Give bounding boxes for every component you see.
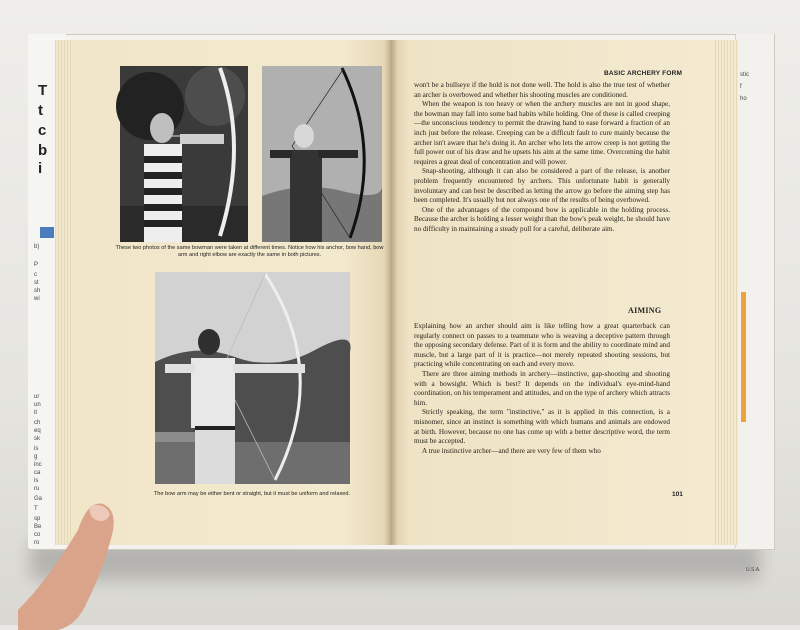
paragraph: won't be a bullseye if the hold is not done well. The hold is also the true test of whether an archer is overbowed and whether his shooting muscles are conditioned.: [414, 81, 670, 99]
jacket-left-line: T: [34, 506, 38, 512]
jacket-left-line: g: [34, 454, 38, 460]
jacket-title-fragment: c: [38, 122, 47, 139]
paragraph: One of the advantages of the compound bow is applicable in the holding process. Because the archer is holding a lesser weight than the bow's peak weight, he should have no difficulty in maintaining a steady pull for a careful, deliberate aim.: [414, 205, 670, 233]
paragraph: There are three aiming methods in archery—instinctive, gap-shooting and shooting with a bowsight. Which is best? It depends on the individual's eye-mind-hand coordination, on his temperament and attitudes, and on the type of archery which attracts him.: [414, 369, 670, 407]
photo-bowman-dark-shirt-image: [262, 66, 382, 242]
jacket-title-fragment: i: [38, 160, 43, 177]
jacket-left-line: ru: [34, 486, 40, 492]
jacket-left-line: ca: [34, 470, 41, 476]
page-stack-right: [712, 40, 738, 545]
jacket-left-line: st: [34, 280, 39, 286]
jacket-left-line: inc: [34, 462, 42, 468]
jacket-left-line: it: [34, 410, 37, 416]
jacket-left-line: un: [34, 402, 41, 408]
jacket-left-line: Be: [34, 524, 42, 530]
photo-archer-white-shirt-image: [155, 272, 350, 484]
jacket-left-line: is: [34, 478, 39, 484]
paragraph: Explaining how an archer should aim is like telling how a great quarterback can regularly connect on passes to a teammate who is weaving a deceptive pattern through the opposing secondary defense. Part of it is form and the ability to coordinate mind and muscle, but a large part of it is practice—not merely repeated shooting sessions, but practicing while concentrating on each and every move.: [414, 322, 670, 369]
photo-bowman-dark-shirt: [262, 66, 382, 242]
jacket-right-line: ho: [740, 96, 747, 102]
paragraph: A true instinctive archer—and there are very few of them who: [422, 446, 601, 455]
jacket-left-line: sp: [34, 516, 41, 522]
jacket-blue-mark: [40, 227, 54, 238]
jacket-left-line: b): [34, 244, 40, 250]
book-gutter: [384, 40, 398, 545]
page-number: 101: [672, 491, 683, 498]
jacket-right-line: stic: [740, 72, 749, 78]
jacket-left-line: ur: [34, 394, 40, 400]
jacket-left-line: c: [34, 272, 37, 278]
section-heading-aiming: AIMING: [628, 306, 662, 315]
jacket-title-fragment: t: [38, 102, 43, 119]
caption-top-photos: These two photos of the same bowman were taken at different times. Notice how his anchor, bow hand, bow arm and right elbow are exactly the same in both pictures.: [115, 245, 384, 258]
photo-archer-white-shirt: [155, 272, 350, 484]
jacket-title-fragment: b: [38, 142, 48, 159]
jacket-title-fragment: T: [38, 82, 48, 99]
running-head: BASIC ARCHERY FORM: [604, 70, 683, 77]
paragraph: When the weapon is too heavy or when the archery muscles are not in good shape, the bowman may fall into some bad habits while holding. One of these is called creeping—the unconscious tendency to permit the drawing hand to ease forward a fraction of an inch just before the release. Creeping can be a difficult fault to cure mainly because the archer isn't aware that he's doing it. An archer who lets the arrow creep is not getting the full power out of his draw and he upsets his aim at the same time. Overcoming the habit requires a great deal of concentration and will power.: [414, 100, 670, 166]
jacket-left-line: Ga: [34, 496, 43, 502]
orange-bookmark-tab: [741, 292, 746, 422]
jacket-left-line: sk: [34, 436, 40, 442]
hand-thumb: [18, 490, 118, 630]
body-text-top: [414, 81, 670, 235]
jacket-right-footer: U.S.A.: [746, 567, 761, 573]
photo-bowman-striped-shirt-image: [120, 66, 248, 242]
photo-bowman-striped-shirt: [120, 66, 248, 242]
jacket-right-line: f: [740, 84, 742, 90]
jacket-right-flap: [735, 34, 774, 573]
body-text-aiming: [414, 322, 670, 456]
jacket-left-line: eq: [34, 428, 41, 434]
jacket-left-line: wi: [34, 296, 40, 302]
jacket-left-line: sh: [34, 288, 41, 294]
caption-bottom-photo: The bow arm may be either bent or straight, but it must be uniform and relaxed.: [153, 491, 351, 497]
jacket-left-line: ro: [34, 540, 40, 546]
jacket-left-line: co: [34, 532, 41, 538]
paragraph: Snap-shooting, although it can also be considered a part of the release, is another problem frequently encountered by archers. This unfortunate habit is generally involuntary and can best be described as letting the arrow go before the aiming step has been completed. It's usually but not always one of the results of being overbowed.: [414, 167, 670, 205]
jacket-left-line: is: [34, 446, 39, 452]
jacket-left-line: ch: [34, 420, 41, 426]
jacket-left-line: P: [34, 262, 39, 268]
paragraph: Strictly speaking, the term "instinctive," as it is applied in this connection, is a misnomer, since an instinct is something with which humans and animals are endowed at birth. However, because no one has come up with a better descriptive word, the term must be accepted.: [414, 408, 670, 446]
